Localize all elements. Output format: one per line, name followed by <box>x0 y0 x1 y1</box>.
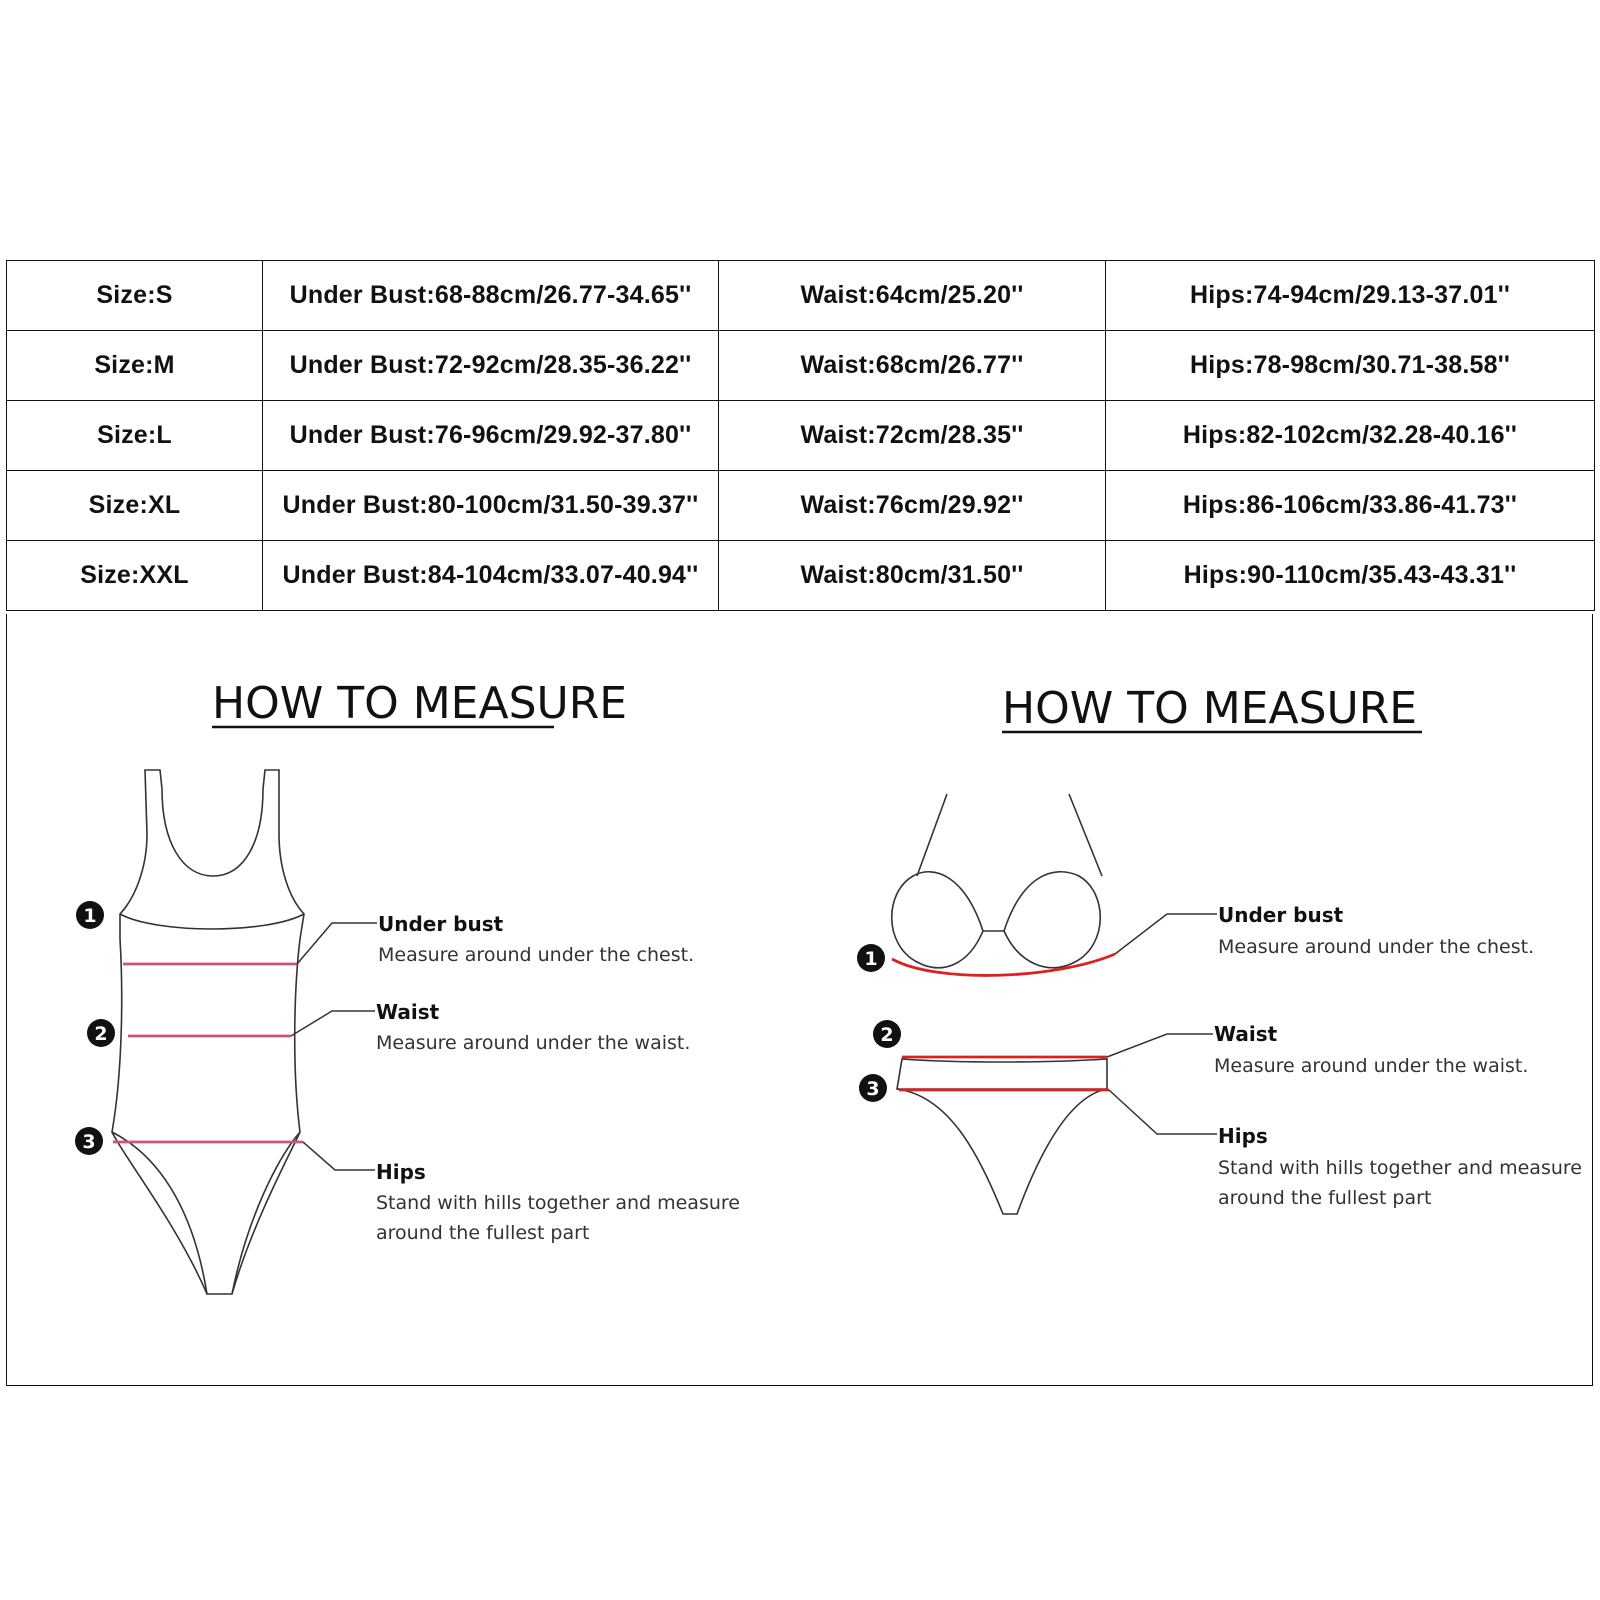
right-hips-heading: Hips <box>1218 1124 1268 1148</box>
size-cell: Size:XL <box>7 471 263 541</box>
size-row <box>7 261 1595 331</box>
hips-cell: Hips:82-102cm/32.28-40.16'' <box>1106 401 1595 471</box>
left-under-bust-desc: Measure around under the chest. <box>378 944 695 966</box>
left-guide-title: HOW TO MEASURE <box>212 678 628 729</box>
svg-text:2: 2 <box>880 1024 894 1046</box>
bikini-bottom-icon <box>897 1059 1107 1214</box>
waist-cell: Waist:72cm/28.35'' <box>719 401 1106 471</box>
left-step-1-badge <box>76 901 104 929</box>
right-hips-desc-line1: Stand with hills together and measure <box>1218 1157 1582 1179</box>
right-waist-heading: Waist <box>1214 1022 1278 1046</box>
size-row <box>7 401 1595 471</box>
waist-cell: Waist:64cm/25.20'' <box>719 261 1106 331</box>
right-guide-title: HOW TO MEASURE <box>1002 683 1418 734</box>
under-bust-cell: Under Bust:68-88cm/26.77-34.65'' <box>263 261 719 331</box>
hips-cell: Hips:90-110cm/35.43-43.31'' <box>1106 541 1595 611</box>
left-under-bust-heading: Under bust <box>378 912 504 936</box>
right-step-2-badge <box>873 1020 901 1048</box>
size-cell: Size:XXL <box>7 541 263 611</box>
svg-text:3: 3 <box>866 1078 880 1100</box>
left-step-3-badge <box>75 1127 103 1155</box>
right-under-bust-heading: Under bust <box>1218 903 1344 927</box>
svg-text:1: 1 <box>864 948 878 970</box>
size-chart-table <box>6 260 1595 611</box>
svg-text:1: 1 <box>83 905 97 927</box>
under-bust-cell: Under Bust:84-104cm/33.07-40.94'' <box>263 541 719 611</box>
hips-cell: Hips:78-98cm/30.71-38.58'' <box>1106 331 1595 401</box>
right-hips-desc-line2: around the fullest part <box>1218 1187 1432 1209</box>
waist-cell: Waist:80cm/31.50'' <box>719 541 1106 611</box>
under-bust-cell: Under Bust:76-96cm/29.92-37.80'' <box>263 401 719 471</box>
under-bust-cell: Under Bust:80-100cm/31.50-39.37'' <box>263 471 719 541</box>
right-under-bust-desc: Measure around under the chest. <box>1218 936 1535 958</box>
size-chart-body <box>7 261 1595 611</box>
svg-text:2: 2 <box>94 1023 108 1045</box>
left-measure-lines <box>113 964 303 1142</box>
right-leader-lines <box>1107 914 1217 1134</box>
right-step-1-badge <box>857 944 885 972</box>
measure-guide-panel <box>6 614 1593 1386</box>
size-row <box>7 331 1595 401</box>
hips-cell: Hips:74-94cm/29.13-37.01'' <box>1106 261 1595 331</box>
hips-cell: Hips:86-106cm/33.86-41.73'' <box>1106 471 1595 541</box>
size-cell: Size:M <box>7 331 263 401</box>
size-cell: Size:L <box>7 401 263 471</box>
bikini-top-icon <box>892 794 1102 968</box>
size-row <box>7 541 1595 611</box>
right-waist-desc: Measure around under the waist. <box>1214 1055 1529 1077</box>
left-hips-desc-line1: Stand with hills together and measure <box>376 1192 740 1214</box>
one-piece-swimsuit-icon <box>112 770 304 1294</box>
left-waist-desc: Measure around under the waist. <box>376 1032 691 1054</box>
right-step-3-badge <box>859 1074 887 1102</box>
left-step-2-badge <box>87 1019 115 1047</box>
size-row <box>7 471 1595 541</box>
waist-cell: Waist:68cm/26.77'' <box>719 331 1106 401</box>
svg-text:3: 3 <box>82 1131 96 1153</box>
left-hips-heading: Hips <box>376 1160 426 1184</box>
size-cell: Size:S <box>7 261 263 331</box>
left-hips-desc-line2: around the fullest part <box>376 1222 590 1244</box>
measure-guide-illustration <box>7 614 1592 1384</box>
waist-cell: Waist:76cm/29.92'' <box>719 471 1106 541</box>
under-bust-cell: Under Bust:72-92cm/28.35-36.22'' <box>263 331 719 401</box>
left-waist-heading: Waist <box>376 1000 440 1024</box>
left-leader-lines <box>291 923 377 1170</box>
